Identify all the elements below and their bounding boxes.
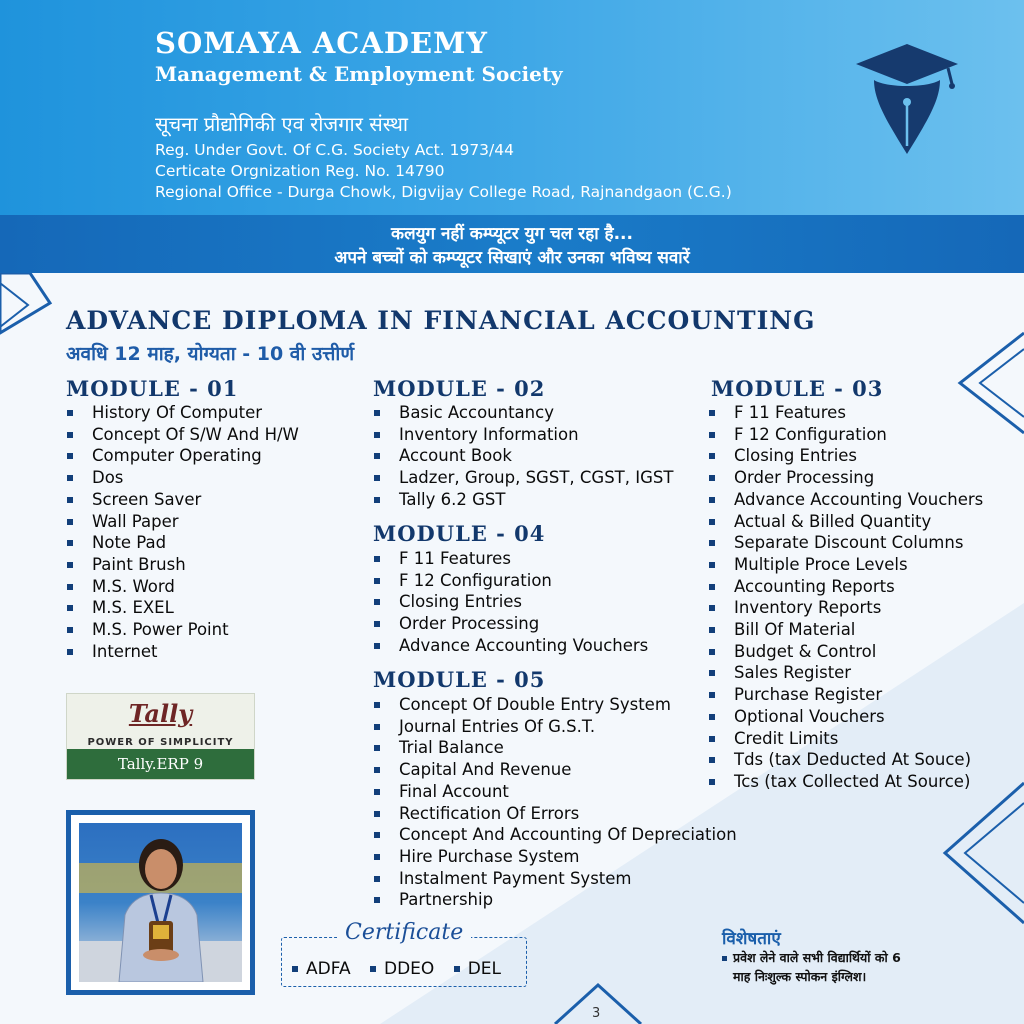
tally-product: Tally.ERP 9	[67, 749, 254, 779]
list-item: Advance Accounting Vouchers	[708, 489, 983, 511]
slogan-line-2: अपने बच्चों को कम्प्यूटर सिखाएं और उनका भविष्य सवारें	[334, 248, 690, 268]
list-item: Concept Of Double Entry System	[373, 694, 737, 716]
list-item: F 12 Configuration	[708, 424, 983, 446]
list-item: Separate Discount Columns	[708, 532, 983, 554]
list-item: M.S. Word	[66, 576, 299, 598]
student-illustration	[79, 823, 242, 982]
list-item: Tally 6.2 GST	[373, 489, 673, 511]
list-item: Tcs (tax Collected At Source)	[708, 771, 983, 793]
student-photo-frame	[66, 810, 255, 995]
list-item: Note Pad	[66, 532, 299, 554]
list-item: Rectification Of Errors	[373, 803, 737, 825]
list-item: F 12 Configuration	[373, 570, 648, 592]
list-item: Concept And Accounting Of Depreciation	[373, 824, 737, 846]
module-05-list	[373, 694, 737, 911]
academy-title: SOMAYA ACADEMY	[155, 26, 488, 60]
certificate-label: Certificate	[337, 920, 471, 945]
list-item: F 11 Features	[708, 402, 983, 424]
list-item: Multiple Proce Levels	[708, 554, 983, 576]
student-photo	[79, 823, 242, 982]
features-title: विशेषताएं	[722, 929, 781, 949]
slogan-banner	[0, 215, 1024, 273]
list-item: Internet	[66, 641, 299, 663]
module-04-heading: MODULE - 04	[373, 521, 546, 546]
list-item: Dos	[66, 467, 299, 489]
list-item: Closing Entries	[708, 445, 983, 467]
list-item: Actual & Billed Quantity	[708, 511, 983, 533]
list-item: Accounting Reports	[708, 576, 983, 598]
list-item: Basic Accountancy	[373, 402, 673, 424]
registration-line: Reg. Under Govt. Of C.G. Society Act. 1973/44	[155, 141, 514, 159]
module-01-heading: MODULE - 01	[66, 376, 239, 401]
list-item: M.S. EXEL	[66, 597, 299, 619]
list-item: Account Book	[373, 445, 673, 467]
list-item: Screen Saver	[66, 489, 299, 511]
list-item: Closing Entries	[373, 591, 648, 613]
certificate-item: DEL	[467, 959, 502, 979]
module-03-list	[708, 402, 983, 793]
course-title: ADVANCE DIPLOMA IN FINANCIAL ACCOUNTING	[66, 306, 816, 335]
module-01-list	[66, 402, 299, 662]
slogan-line-1: कलयुग नहीं कम्प्यूटर युग चल रहा है...	[391, 224, 633, 244]
list-item: Concept Of S/W And H/W	[66, 424, 299, 446]
list-item: Advance Accounting Vouchers	[373, 635, 648, 657]
list-item: Inventory Information	[373, 424, 673, 446]
feature-line-2: माह निःशुल्क स्पोकन इंग्लिश।	[733, 969, 867, 984]
list-item: Trial Balance	[373, 737, 737, 759]
list-item: Hire Purchase System	[373, 846, 737, 868]
graduation-cap-pen-icon	[852, 40, 962, 160]
list-item: Tds (tax Deducted At Souce)	[708, 749, 983, 771]
list-item: Ladzer, Group, SGST, CGST, IGST	[373, 467, 673, 489]
list-item: Final Account	[373, 781, 737, 803]
tally-tagline: POWER OF SIMPLICITY	[87, 737, 234, 748]
module-04-list	[373, 548, 648, 657]
module-03-heading: MODULE - 03	[711, 376, 884, 401]
list-item: Instalment Payment System	[373, 868, 737, 890]
list-item: Journal Entries Of G.S.T.	[373, 716, 737, 738]
certificate-item: ADFA	[306, 959, 351, 979]
list-item: Paint Brush	[66, 554, 299, 576]
certificate-item: DDEO	[383, 959, 435, 979]
list-item: Order Processing	[708, 467, 983, 489]
list-item: History Of Computer	[66, 402, 299, 424]
list-item: Capital And Revenue	[373, 759, 737, 781]
bullet-icon	[370, 966, 376, 972]
certificate-reg-line: Certicate Orgnization Reg. No. 14790	[155, 162, 445, 180]
features-text	[722, 948, 992, 986]
module-05-heading: MODULE - 05	[373, 667, 546, 692]
office-address: Regional Office - Durga Chowk, Digvijay College Road, Rajnandgaon (C.G.)	[155, 183, 732, 201]
bullet-icon	[454, 966, 460, 972]
list-item: Optional Vouchers	[708, 706, 983, 728]
academy-hindi-name: सूचना प्रौद्योगिकी एव रोजगार संस्था	[155, 112, 409, 136]
list-item: Partnership	[373, 889, 737, 911]
module-02-heading: MODULE - 02	[373, 376, 546, 401]
bullet-icon	[722, 956, 727, 961]
list-item: Purchase Register	[708, 684, 983, 706]
tally-logo: Tally	[128, 699, 193, 728]
list-item: Inventory Reports	[708, 597, 983, 619]
list-item: Bill Of Material	[708, 619, 983, 641]
list-item: Budget & Control	[708, 641, 983, 663]
header	[0, 0, 1024, 215]
course-duration: अवधि 12 माह, योग्यता - 10 वी उत्तीर्ण	[66, 343, 355, 365]
tally-logo-card	[66, 693, 255, 780]
list-item: Credit Limits	[708, 728, 983, 750]
page-number: 3	[592, 1006, 601, 1021]
list-item: F 11 Features	[373, 548, 648, 570]
bullet-icon	[292, 966, 298, 972]
academy-subtitle: Management & Employment Society	[155, 62, 563, 86]
list-item: Order Processing	[373, 613, 648, 635]
feature-line-1: प्रवेश लेने वाले सभी विद्यार्थियों को 6	[733, 950, 901, 965]
list-item: Wall Paper	[66, 511, 299, 533]
list-item: Computer Operating	[66, 445, 299, 467]
certificate-list	[290, 959, 501, 979]
module-02-list	[373, 402, 673, 511]
list-item: Sales Register	[708, 662, 983, 684]
list-item: M.S. Power Point	[66, 619, 299, 641]
